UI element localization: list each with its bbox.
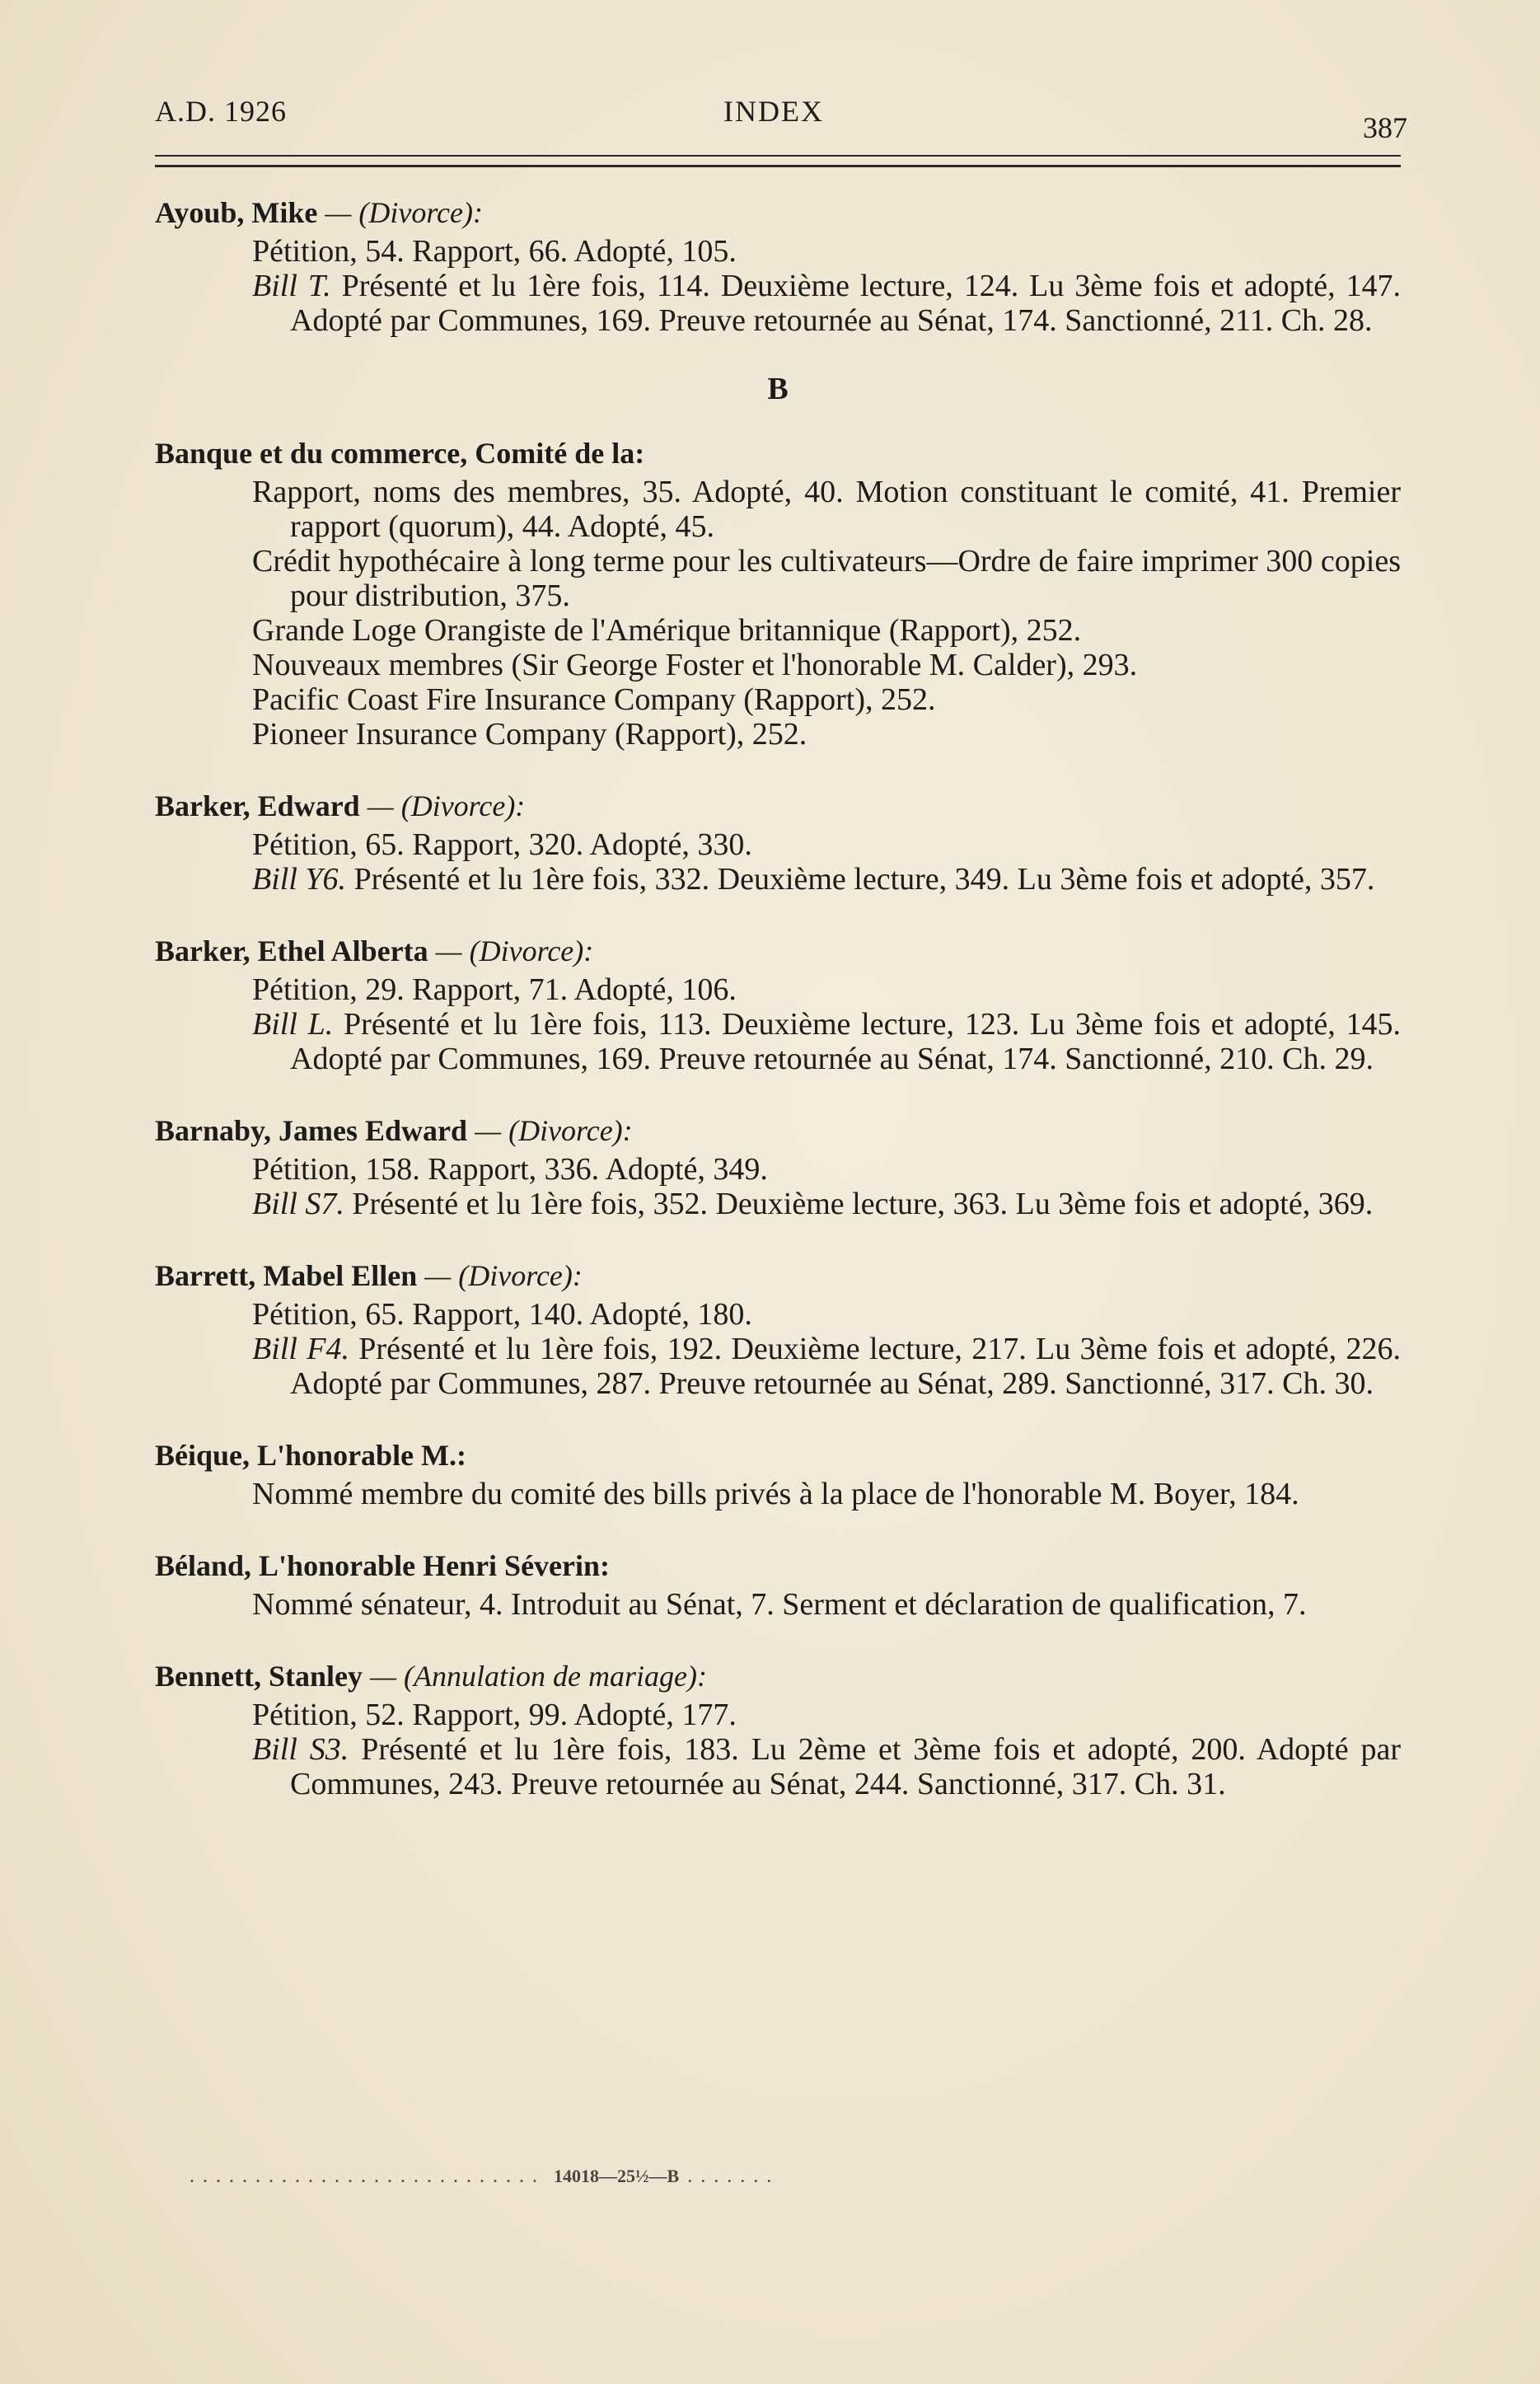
entry-text: Présenté et lu 1ère fois, 332. Deuxième lecture, 349. Lu 3ème fois et adopté, 357. [346,862,1375,897]
entry-heading [155,191,1401,234]
entry-text: Pétition, 52. Rapport, 99. Adopté, 177. [252,1698,737,1732]
entry-dash: — [417,1259,459,1292]
entries-b [155,432,1401,1801]
index-entry [155,930,1401,1076]
entry-text: Présenté et lu 1ère fois, 113. Deuxième lecture, 123. Lu 3ème fois et adopté, 145. Adopté par Communes, 169. Preuve retournée au Sénat, 174. Sanctionné, 210. Ch. 29. [290,1007,1401,1076]
entry-name: Banque et du commerce, Comité de la: [155,437,645,470]
entry-name: Barrett, Mabel Ellen [155,1259,418,1292]
entry-line [193,682,1401,717]
section-letter: B [767,372,789,406]
entry-text: Nommé sénateur, 4. Introduit au Sénat, 7. Serment et déclaration de qualification, 7. [252,1587,1307,1622]
entry-text: Présenté et lu 1ère fois, 114. Deuxième lecture, 124. Lu 3ème fois et adopté, 147. Adopté par Communes, 169. Preuve retournée au Sénat, 174. Sanctionné, 211. Ch. 28. [290,269,1402,338]
entry-heading [155,1544,1401,1587]
index-entry [155,432,1401,752]
entry-type: (Divorce): [508,1114,633,1147]
entry-text: Pétition, 65. Rapport, 320. Adopté, 330. [252,827,752,862]
entry-dash: — [467,1114,509,1147]
entry-heading [155,1655,1401,1698]
index-entry [155,1544,1401,1622]
entry-name: Bennett, Stanley [155,1660,363,1693]
entry-line [193,1187,1401,1221]
bill-label: Bill T. [252,269,331,303]
entry-text: Pétition, 65. Rapport, 140. Adopté, 180. [252,1297,752,1332]
entry-text: Présenté et lu 1ère fois, 352. Deuxième lecture, 363. Lu 3ème fois et adopté, 369. [344,1187,1374,1221]
entry-type: (Divorce): [400,789,526,822]
entry-dash: — [317,196,359,229]
bill-label: Bill S7. [252,1187,344,1221]
entry-text: Pétition, 158. Rapport, 336. Adopté, 349. [252,1152,768,1187]
index-entry [155,1655,1401,1801]
entry-line [193,1297,1401,1332]
entry-dash: — [359,789,401,822]
entry-heading [155,1254,1401,1297]
entry-line [193,1698,1401,1732]
entry-type: (Divorce): [358,196,483,229]
entry-text: Grande Loge Orangiste de l'Amérique britannique (Rapport), 252. [252,613,1082,648]
entry-heading [155,785,1401,827]
page-footer [190,2166,1401,2188]
entry-text: Présenté et lu 1ère fois, 183. Lu 2ème et 3ème fois et adopté, 200. Adopté par Communes, 243. Preuve retournée au Sénat, 244. Sanctionné, 317. Ch. 31. [290,1732,1401,1801]
entry-line [193,269,1401,338]
entry-dash: — [363,1660,405,1693]
entry-heading [155,1109,1401,1152]
entry-line [193,475,1401,544]
header-rule-top [155,155,1401,157]
bill-label: Bill S3. [252,1732,349,1767]
entry-dash: — [428,934,470,967]
entry-line [193,648,1401,682]
entry-line [193,717,1401,752]
entry-line [193,1587,1401,1622]
entry-name: Barnaby, James Edward [155,1114,468,1147]
footer-dots-left: ........................... [190,2166,545,2187]
entry-heading [155,930,1401,972]
entry-name: Ayoub, Mike [155,196,318,229]
entry-text: Pioneer Insurance Company (Rapport), 252. [252,717,807,752]
footer-code: 14018—25½—B [554,2166,680,2186]
entry-line [193,1332,1401,1401]
entry-heading [155,432,1401,475]
entry-text: Présenté et lu 1ère fois, 192. Deuxième lecture, 217. Lu 3ème fois et adopté, 226. Adopté par Communes, 287. Preuve retournée au Sénat, 289. Sanctionné, 317. Ch. 30. [290,1332,1401,1401]
entry-line [193,862,1401,897]
entry-name: Béique, L'honorable M.: [155,1439,467,1472]
entry-type: (Annulation de mariage): [404,1660,707,1693]
index-entry [155,191,1401,338]
entry-line [193,1477,1401,1511]
bill-label: Bill F4. [252,1332,349,1366]
entry-text: Crédit hypothécaire à long terme pour les cultivateurs—Ordre de faire imprimer 300 copies pour distribution, 375. [252,544,1401,613]
entry-text: Pétition, 29. Rapport, 71. Adopté, 106. [252,972,737,1007]
index-entry [155,785,1401,897]
header-rule-bottom [155,165,1401,167]
page-number: 387 [1363,111,1407,144]
entry-line [193,1152,1401,1187]
page-header [155,89,1407,144]
entry-type: (Divorce): [458,1259,583,1292]
entry-line [193,1007,1401,1076]
bill-label: Bill Y6. [252,862,347,897]
index-entry [155,1109,1401,1221]
entry-line [193,544,1401,613]
entry-line [193,613,1401,648]
entry-line [193,972,1401,1007]
entry-heading [155,1434,1401,1477]
index-entry [155,1434,1401,1511]
footer-dots-right: ....... [687,2166,780,2187]
entry-name: Barker, Edward [155,789,360,822]
entry-text: Nommé membre du comité des bills privés à la place de l'honorable M. Boyer, 184. [252,1477,1299,1511]
entry-line [193,827,1401,862]
index-entry [155,1254,1401,1401]
entry-line [193,1732,1401,1801]
header-year: A.D. 1926 [155,95,287,128]
entry-text: Rapport, noms des membres, 35. Adopté, 40. Motion constituant le comité, 41. Premier rapport (quorum), 44. Adopté, 45. [252,475,1401,544]
header-title: INDEX [723,95,824,128]
entry-type: (Divorce): [469,934,594,967]
entry-name: Barker, Ethel Alberta [155,934,428,967]
entry-line [193,234,1401,269]
entry-text: Nouveaux membres (Sir George Foster et l'honorable M. Calder), 293. [252,648,1138,682]
entry-text: Pacific Coast Fire Insurance Company (Rapport), 252. [252,682,936,717]
entry-text: Pétition, 54. Rapport, 66. Adopté, 105. [252,234,737,269]
bill-label: Bill L. [252,1007,334,1042]
index-content [155,191,1401,1834]
entry-name: Béland, L'honorable Henri Séverin: [155,1549,611,1582]
entries-a [155,191,1401,338]
